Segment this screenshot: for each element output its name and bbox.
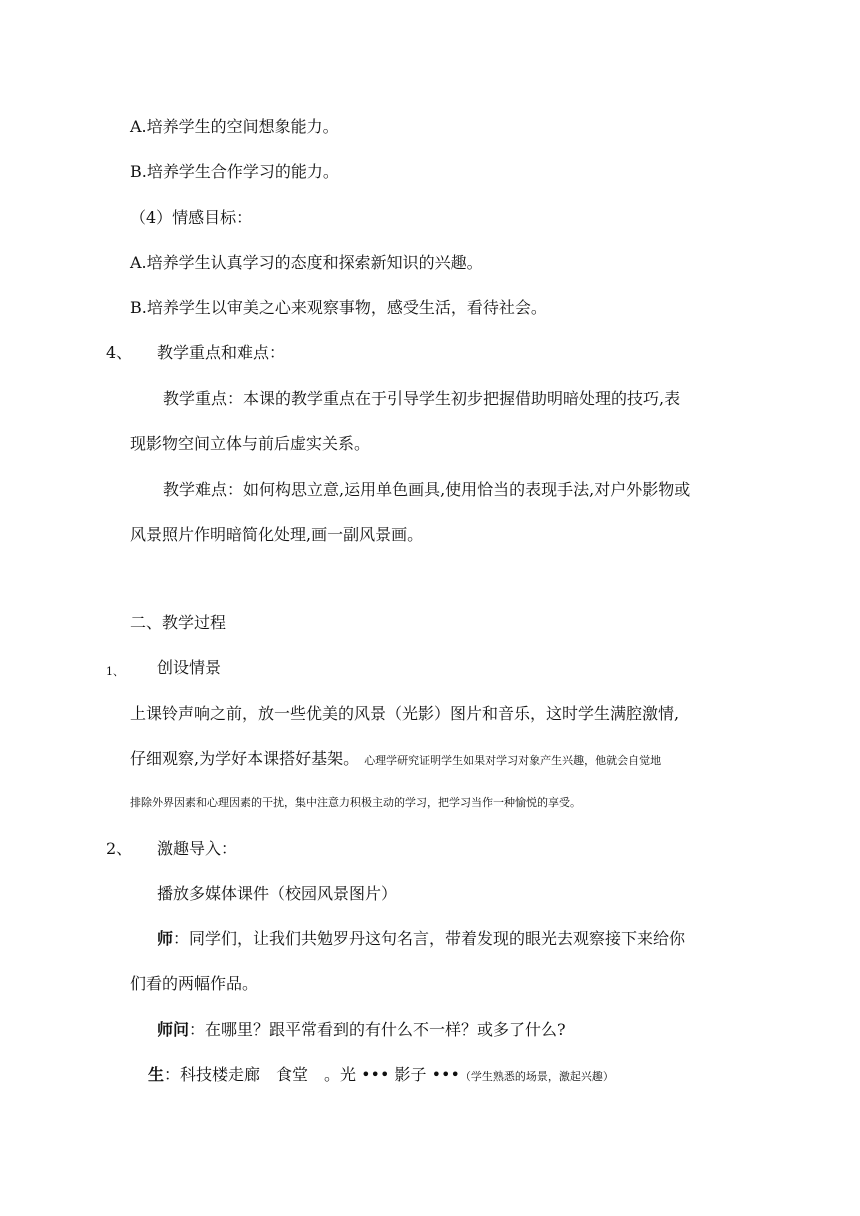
paragraph-line: 现影物空间立体与前后虚实关系。	[130, 434, 371, 453]
section-number: 2、	[106, 839, 133, 858]
part-heading: 二、教学过程	[130, 613, 227, 632]
text-line: A.培养学生的空间想象能力。	[130, 117, 339, 136]
note-text: 心理学研究证明学生如果对学习对象产生兴趣，他就会自觉地	[364, 754, 662, 767]
dialogue-text: ：同学们，让我们共勉罗丹这句名言，带着发现的眼光去观察接下来给你	[173, 929, 686, 948]
paragraph-line: 教学难点：如何构思立意,运用单色画具,使用恰当的表现手法,对户外影物或	[163, 480, 691, 499]
dialogue-line	[157, 928, 685, 950]
paragraph-line: 风景照片作明暗简化处理,画一副风景画。	[130, 525, 424, 544]
note-line: 排除外界因素和心理因素的干扰，集中注意力积极主动的学习，把学习当作一种愉悦的享受。	[130, 796, 581, 809]
text-line: 播放多媒体课件（校园风景图片）	[157, 884, 398, 903]
text-line: B.培养学生以审美之心来观察事物，感受生活，看待社会。	[130, 298, 547, 317]
note-text: （学生熟悉的场景，激起兴趣）	[459, 1070, 614, 1083]
section-title: 教学重点和难点：	[157, 343, 286, 362]
paragraph-line	[130, 748, 661, 772]
dialogue-line	[157, 1019, 566, 1041]
dialogue-line: 们看的两幅作品。	[130, 974, 259, 993]
paragraph-text: 仔细观察,为学好本课搭好基架。	[130, 749, 360, 768]
speaker-label: 师	[157, 929, 174, 948]
dialogue-line	[148, 1064, 614, 1088]
section-title: 创设情景	[157, 658, 222, 677]
paragraph-line: 教学重点：本课的教学重点在于引导学生初步把握借助明暗处理的技巧,表	[163, 389, 681, 408]
speaker-label: 师问	[157, 1020, 190, 1039]
subheading: （4）情感目标：	[130, 208, 253, 227]
paragraph-line: 上课铃声响之前，放一些优美的风景（光影）图片和音乐，这时学生满腔激情,	[130, 704, 680, 723]
text-line: B.培养学生合作学习的能力。	[130, 162, 339, 181]
text-line: A.培养学生认真学习的态度和探索新知识的兴趣。	[130, 253, 483, 272]
section-title: 激趣导入：	[157, 839, 238, 858]
section-number: 1、	[106, 665, 124, 678]
dialogue-text: ：在哪里？跟平常看到的有什么不一样？或多了什么?	[189, 1020, 566, 1039]
section-number: 4、	[106, 343, 133, 362]
dialogue-text: ：科技楼走廊 食堂 。光 ••• 影子 •••	[164, 1065, 460, 1084]
speaker-label: 生	[148, 1065, 165, 1084]
